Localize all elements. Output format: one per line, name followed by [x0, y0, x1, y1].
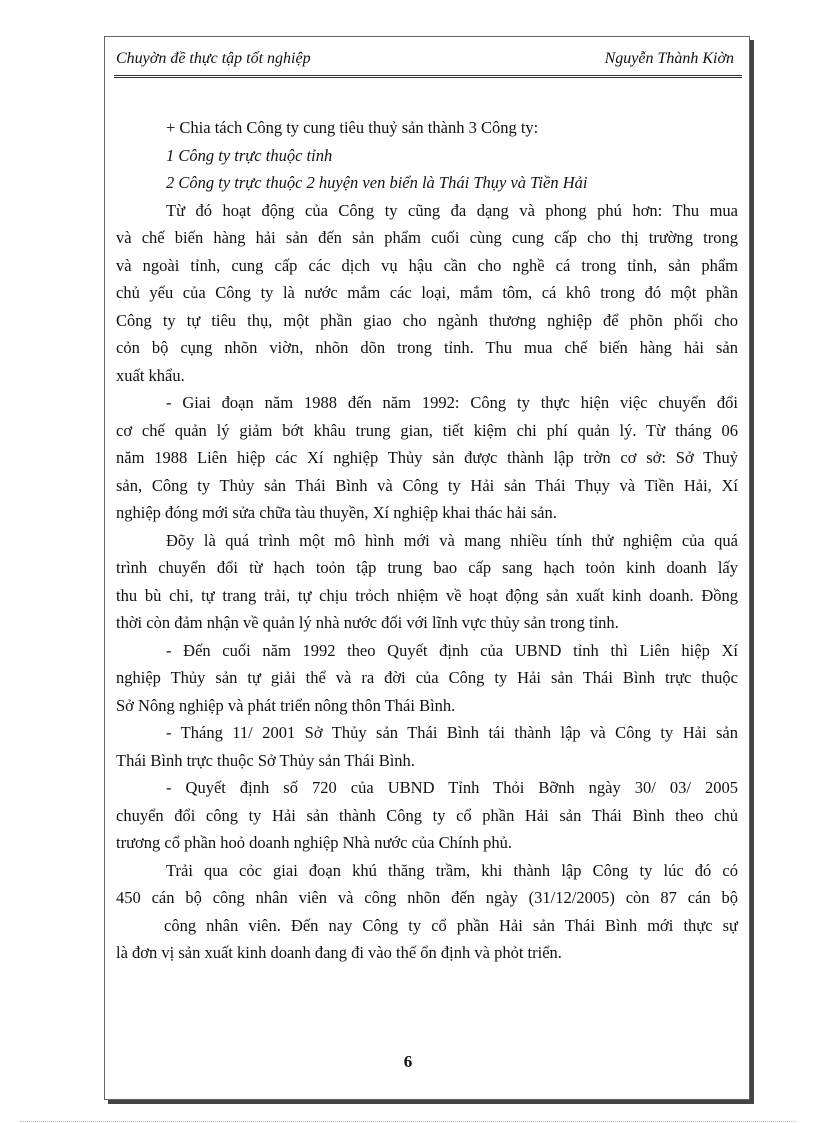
text-line: và ngoài tỉnh, cung cấp các dịch vụ hậu cần cho nghề cá trong tỉnh, sản phẩm: [116, 255, 738, 275]
text-line: - Quyết định số 720 của UBND Tỉnh Thỏi Bỡnh ngày 30/ 03/ 2005: [166, 778, 738, 797]
page-border-shadow-bottom: [108, 1100, 754, 1104]
page-border-shadow-right: [750, 40, 754, 1104]
text-line: Sở Nông nghiệp và phát triển nông thôn Thái Bình.: [116, 695, 456, 715]
text-line: + Chia tách Công ty cung tiêu thuỷ sản thành 3 Công ty:: [166, 118, 539, 137]
text-line: Công ty tự tiêu thụ, một phần giao cho ngành thương nghiệp để phõn phối cho: [116, 310, 738, 330]
text-line: 1 Công ty trực thuộc tỉnh: [166, 145, 333, 165]
text-line: Thái Bình trực thuộc Sở Thủy sản Thái Bình.: [116, 750, 415, 770]
text-line: cỏn bộ cụng nhõn viờn, nhõn dõn trong tỉnh. Thu mua chế biến hàng hải sản: [116, 338, 738, 357]
text-line: công nhân viên. Đến nay Công ty cổ phần Hải sản Thái Bình mới thực sự: [164, 915, 738, 935]
text-line: - Giai đoạn năm 1988 đến năm 1992: Công ty thực hiện việc chuyển đổi: [166, 393, 738, 412]
text-line: 450 cán bộ công nhân viên và công nhõn đến ngày (31/12/2005) còn 87 cán bộ: [116, 888, 738, 907]
header-rule: [114, 75, 742, 78]
text-line: 2 Công ty trực thuộc 2 huyện ven biển là Thái Thụy và Tiền Hải: [166, 173, 588, 192]
text-line: chuyển đổi công ty Hải sản thành Công ty cổ phần Hải sản Thái Bình theo chủ: [116, 805, 738, 825]
text-line: Từ đó hoạt động của Công ty cũng đa dạng và phong phú hơn: Thu mua: [166, 200, 738, 220]
text-line: sản, Công ty Thủy sản Thái Bình và Công ty Hải sản Thái Thụy và Tiền Hải, Xí: [116, 475, 738, 495]
text-line: trương cổ phần hoỏ doanh nghiệp Nhà nước của Chính phủ.: [116, 833, 512, 852]
text-line: năm 1988 Liên hiệp các Xí nghiệp Thủy sản được thành lập trờn cơ sở: Sở Thuỷ: [116, 448, 738, 467]
text-line: nghiệp đóng mới sửa chữa tàu thuyền, Xí nghiệp khai thác hải sản.: [116, 503, 557, 522]
text-line: thu bù chi, tự trang trải, tự chịu trỏch nhiệm về hoạt động sản xuất kinh doanh. Đồng: [116, 585, 738, 605]
header-author: Nguyễn Thành Kiờn: [604, 50, 734, 67]
text-line: cơ chế quản lý giảm bớt khâu trung gian, tiết kiệm chi phí quản lý. Từ tháng 06: [116, 420, 738, 440]
body-text: [116, 114, 738, 967]
page-number: 6: [403, 1052, 413, 1071]
text-line: là đơn vị sản xuất kinh doanh đang đi vào thế ổn định và phỏt triển.: [116, 943, 562, 962]
text-line: chủ yếu của Công ty là nước mắm các loại, mắm tôm, cá khô trong đó một phần: [116, 283, 738, 302]
text-line: - Tháng 11/ 2001 Sở Thủy sản Thái Bình tái thành lập và Công ty Hải sản: [166, 723, 738, 742]
text-line: trình chuyển đổi từ hạch toỏn tập trung bao cấp sang hạch toỏn kinh doanh lấy: [116, 558, 738, 577]
text-line: Đõy là quá trình một mô hình mới và mang nhiều tính thử nghiệm của quá: [166, 530, 738, 550]
text-line: thời còn đảm nhận về quản lý nhà nước đối với lĩnh vực thủy sản trong tỉnh.: [116, 613, 619, 632]
page-bottom-rule: [20, 1121, 796, 1122]
text-line: xuất khẩu.: [116, 365, 185, 385]
text-line: - Đến cuối năm 1992 theo Quyết định của UBND tỉnh thì Liên hiệp Xí: [166, 640, 738, 660]
text-line: và chế biến hàng hải sản đến sản phẩm cuối cùng cung cấp cho thị trường trong: [116, 228, 738, 247]
text-line: Trải qua cỏc giai đoạn khú thăng trầm, khi thành lập Công ty lúc đó có: [166, 860, 738, 880]
header-title: Chuyờn đề thực tập tốt nghiệp: [116, 50, 311, 67]
page-header: [114, 46, 740, 76]
text-line: nghiệp Thủy sản tự giải thể và ra đời của Công ty Hải sản Thái Bình trực thuộc: [116, 668, 738, 687]
